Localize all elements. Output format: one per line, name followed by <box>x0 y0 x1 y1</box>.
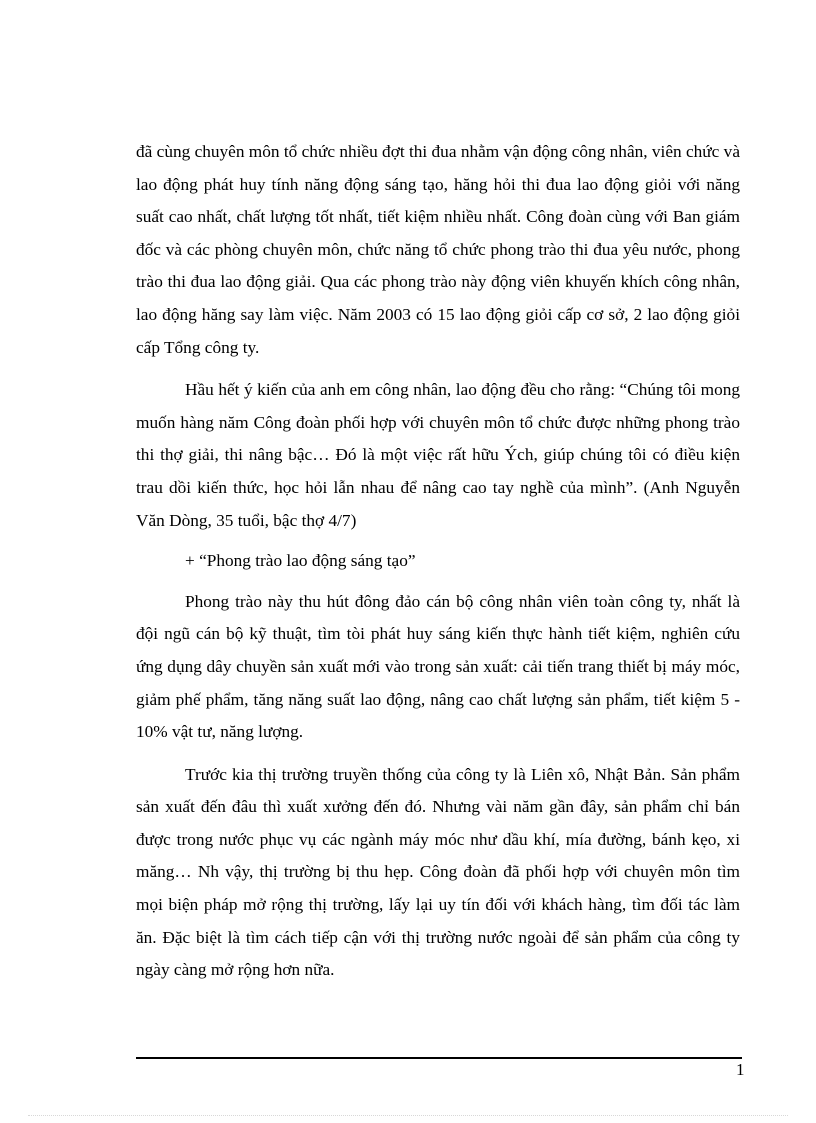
document-body <box>136 136 740 987</box>
paragraph-creative-labor: Phong trào này thu hút đông đảo cán bộ công nhân viên toàn công ty, nhất là đội ngũ cán bộ kỹ thuật, tìm tòi phát huy sáng kiến thực hành tiết kiệm, nghiên cứu ứng dụng dây chuyền sản xuất mới vào trong sản xuất: cải tiến trang thiết bị máy móc, giảm phế phẩm, tăng năng suất lao động, nâng cao chất lượng sản phẩm, tiết kiệm 5 - 10% vật tư, năng lượng. <box>136 591 740 742</box>
paragraph-competition: đã cùng chuyên môn tổ chức nhiều đợt thi đua nhằm vận động công nhân, viên chức và lao động phát huy tính năng động sáng tạo, hăng hỏi thi đua lao động giỏi với năng suất cao nhất, chất lượng tốt nhất, tiết kiệm nhiều nhất. Công đoàn cùng với Ban giám đốc và các phòng chuyên môn, chức năng tổ chức phong trào thi đua yêu nước, phong trào thi đua lao động giải. Qua các phong trào này động viên khuyến khích công nhân, lao động hăng say làm việc. Năm 2003 có 15 lao động giỏi cấp cơ sở, 2 lao động giỏi cấp Tổng công ty. <box>136 142 740 357</box>
footer-rule <box>136 1057 742 1059</box>
section-heading-creative-labor: + “Phong trào lao động sáng tạo” <box>185 551 416 571</box>
page-bottom-border <box>28 1115 788 1116</box>
paragraph-market: Trước kia thị trường truyền thống của công ty là Liên xô, Nhật Bản. Sản phẩm sản xuất đến đâu thì xuất xưởng đến đó. Nhưng vài năm gần đây, sản phẩm chỉ bán được trong nước phục vụ các ngành máy móc như dầu khí, mía đường, bánh kẹo, xi măng… Nh vậy, thị trường bị thu hẹp. Công đoàn đã phối hợp với chuyên môn tìm mọi biện pháp mở rộng thị trường, lấy lại uy tín đối với khách hàng, tìm đối tác làm ăn. Đặc biệt là tìm cách tiếp cận với thị trường nước ngoài để sản phẩm của công ty ngày càng mở rộng hơn nữa. <box>136 764 740 980</box>
page-number: 1 <box>736 1060 745 1079</box>
paragraph-worker-opinion: Hầu hết ý kiến của anh em công nhân, lao động đều cho rằng: “Chúng tôi mong muốn hàng năm Công đoàn phối hợp với chuyên môn tổ chức được những phong trào thi thợ giải, thi nâng bậc… Đó là một việc rất hữu Ých, giúp chúng tôi có điều kiện trau dồi kiến thức, học hỏi lẫn nhau để nâng cao tay nghề của mình”. (Anh Nguyễn Văn Dòng, 35 tuổi, bậc thợ 4/7) <box>136 380 740 530</box>
